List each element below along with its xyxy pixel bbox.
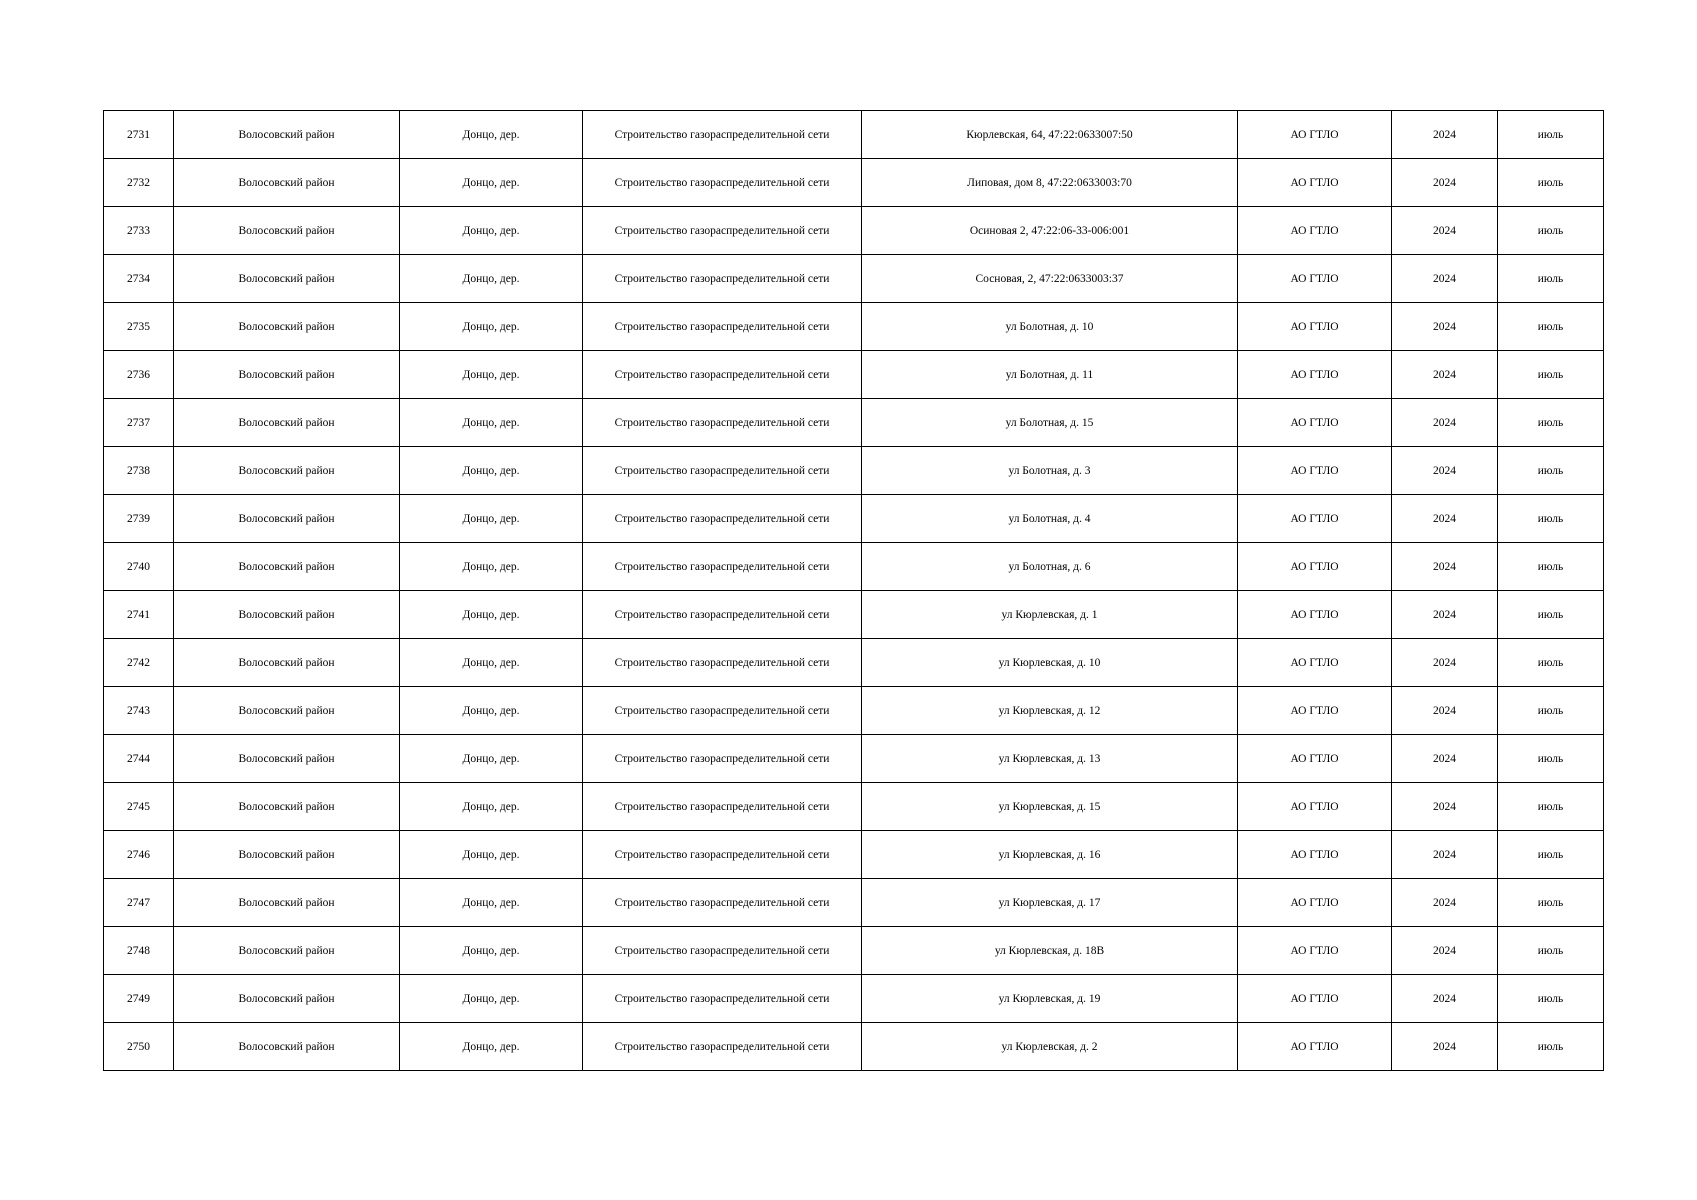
address-cell: ул Болотная, д. 4 bbox=[862, 495, 1238, 543]
organization-cell: АО ГТЛО bbox=[1238, 1023, 1392, 1071]
month-cell: июль bbox=[1498, 783, 1604, 831]
year-cell: 2024 bbox=[1392, 543, 1498, 591]
work-type-cell: Строительство газораспределительной сети bbox=[583, 399, 862, 447]
year-cell: 2024 bbox=[1392, 351, 1498, 399]
year-cell: 2024 bbox=[1392, 687, 1498, 735]
row-number-cell: 2734 bbox=[104, 255, 174, 303]
address-cell: ул Кюрлевская, д. 13 bbox=[862, 735, 1238, 783]
organization-cell: АО ГТЛО bbox=[1238, 543, 1392, 591]
district-cell: Волосовский район bbox=[174, 543, 400, 591]
row-number-cell: 2733 bbox=[104, 207, 174, 255]
organization-cell: АО ГТЛО bbox=[1238, 255, 1392, 303]
address-cell: Сосновая, 2, 47:22:0633003:37 bbox=[862, 255, 1238, 303]
month-cell: июль bbox=[1498, 591, 1604, 639]
year-cell: 2024 bbox=[1392, 879, 1498, 927]
row-number-cell: 2746 bbox=[104, 831, 174, 879]
month-cell: июль bbox=[1498, 111, 1604, 159]
month-cell: июль bbox=[1498, 351, 1604, 399]
district-cell: Волосовский район bbox=[174, 495, 400, 543]
settlement-cell: Донцо, дер. bbox=[400, 111, 583, 159]
settlement-cell: Донцо, дер. bbox=[400, 687, 583, 735]
district-cell: Волосовский район bbox=[174, 591, 400, 639]
month-cell: июль bbox=[1498, 303, 1604, 351]
month-cell: июль bbox=[1498, 687, 1604, 735]
district-cell: Волосовский район bbox=[174, 783, 400, 831]
address-cell: ул Кюрлевская, д. 1 bbox=[862, 591, 1238, 639]
district-cell: Волосовский район bbox=[174, 207, 400, 255]
row-number-cell: 2750 bbox=[104, 1023, 174, 1071]
work-type-cell: Строительство газораспределительной сети bbox=[583, 111, 862, 159]
address-cell: Липовая, дом 8, 47:22:0633003:70 bbox=[862, 159, 1238, 207]
row-number-cell: 2745 bbox=[104, 783, 174, 831]
table-row bbox=[104, 111, 1604, 159]
month-cell: июль bbox=[1498, 879, 1604, 927]
address-cell: Осиновая 2, 47:22:06-33-006:001 bbox=[862, 207, 1238, 255]
row-number-cell: 2731 bbox=[104, 111, 174, 159]
district-cell: Волосовский район bbox=[174, 447, 400, 495]
table-row bbox=[104, 255, 1604, 303]
year-cell: 2024 bbox=[1392, 255, 1498, 303]
work-type-cell: Строительство газораспределительной сети bbox=[583, 1023, 862, 1071]
table-row bbox=[104, 975, 1604, 1023]
month-cell: июль bbox=[1498, 975, 1604, 1023]
row-number-cell: 2741 bbox=[104, 591, 174, 639]
month-cell: июль bbox=[1498, 735, 1604, 783]
work-type-cell: Строительство газораспределительной сети bbox=[583, 879, 862, 927]
table-row bbox=[104, 543, 1604, 591]
month-cell: июль bbox=[1498, 831, 1604, 879]
work-type-cell: Строительство газораспределительной сети bbox=[583, 591, 862, 639]
work-type-cell: Строительство газораспределительной сети bbox=[583, 255, 862, 303]
table-row bbox=[104, 591, 1604, 639]
district-cell: Волосовский район bbox=[174, 687, 400, 735]
address-cell: Кюрлевская, 64, 47:22:0633007:50 bbox=[862, 111, 1238, 159]
gas-network-table bbox=[103, 110, 1604, 1071]
table-body bbox=[104, 111, 1604, 1071]
organization-cell: АО ГТЛО bbox=[1238, 783, 1392, 831]
organization-cell: АО ГТЛО bbox=[1238, 111, 1392, 159]
year-cell: 2024 bbox=[1392, 207, 1498, 255]
district-cell: Волосовский район bbox=[174, 927, 400, 975]
month-cell: июль bbox=[1498, 207, 1604, 255]
organization-cell: АО ГТЛО bbox=[1238, 495, 1392, 543]
settlement-cell: Донцо, дер. bbox=[400, 303, 583, 351]
table-row bbox=[104, 159, 1604, 207]
row-number-cell: 2732 bbox=[104, 159, 174, 207]
organization-cell: АО ГТЛО bbox=[1238, 927, 1392, 975]
row-number-cell: 2744 bbox=[104, 735, 174, 783]
organization-cell: АО ГТЛО bbox=[1238, 591, 1392, 639]
organization-cell: АО ГТЛО bbox=[1238, 831, 1392, 879]
settlement-cell: Донцо, дер. bbox=[400, 543, 583, 591]
row-number-cell: 2739 bbox=[104, 495, 174, 543]
district-cell: Волосовский район bbox=[174, 303, 400, 351]
table-row bbox=[104, 399, 1604, 447]
month-cell: июль bbox=[1498, 495, 1604, 543]
address-cell: ул Болотная, д. 11 bbox=[862, 351, 1238, 399]
organization-cell: АО ГТЛО bbox=[1238, 879, 1392, 927]
district-cell: Волосовский район bbox=[174, 639, 400, 687]
year-cell: 2024 bbox=[1392, 447, 1498, 495]
table-row bbox=[104, 207, 1604, 255]
year-cell: 2024 bbox=[1392, 639, 1498, 687]
month-cell: июль bbox=[1498, 159, 1604, 207]
work-type-cell: Строительство газораспределительной сети bbox=[583, 495, 862, 543]
year-cell: 2024 bbox=[1392, 1023, 1498, 1071]
address-cell: ул Кюрлевская, д. 18В bbox=[862, 927, 1238, 975]
settlement-cell: Донцо, дер. bbox=[400, 495, 583, 543]
month-cell: июль bbox=[1498, 447, 1604, 495]
table-row bbox=[104, 639, 1604, 687]
organization-cell: АО ГТЛО bbox=[1238, 159, 1392, 207]
address-cell: ул Болотная, д. 6 bbox=[862, 543, 1238, 591]
work-type-cell: Строительство газораспределительной сети bbox=[583, 975, 862, 1023]
organization-cell: АО ГТЛО bbox=[1238, 351, 1392, 399]
organization-cell: АО ГТЛО bbox=[1238, 303, 1392, 351]
year-cell: 2024 bbox=[1392, 303, 1498, 351]
district-cell: Волосовский район bbox=[174, 879, 400, 927]
row-number-cell: 2742 bbox=[104, 639, 174, 687]
work-type-cell: Строительство газораспределительной сети bbox=[583, 735, 862, 783]
work-type-cell: Строительство газораспределительной сети bbox=[583, 927, 862, 975]
district-cell: Волосовский район bbox=[174, 111, 400, 159]
table-row bbox=[104, 351, 1604, 399]
district-cell: Волосовский район bbox=[174, 831, 400, 879]
month-cell: июль bbox=[1498, 543, 1604, 591]
row-number-cell: 2749 bbox=[104, 975, 174, 1023]
row-number-cell: 2743 bbox=[104, 687, 174, 735]
row-number-cell: 2738 bbox=[104, 447, 174, 495]
organization-cell: АО ГТЛО bbox=[1238, 447, 1392, 495]
address-cell: ул Кюрлевская, д. 19 bbox=[862, 975, 1238, 1023]
address-cell: ул Кюрлевская, д. 15 bbox=[862, 783, 1238, 831]
settlement-cell: Донцо, дер. bbox=[400, 639, 583, 687]
year-cell: 2024 bbox=[1392, 831, 1498, 879]
settlement-cell: Донцо, дер. bbox=[400, 831, 583, 879]
settlement-cell: Донцо, дер. bbox=[400, 159, 583, 207]
organization-cell: АО ГТЛО bbox=[1238, 687, 1392, 735]
month-cell: июль bbox=[1498, 255, 1604, 303]
month-cell: июль bbox=[1498, 1023, 1604, 1071]
year-cell: 2024 bbox=[1392, 927, 1498, 975]
table-row bbox=[104, 879, 1604, 927]
district-cell: Волосовский район bbox=[174, 159, 400, 207]
settlement-cell: Донцо, дер. bbox=[400, 1023, 583, 1071]
work-type-cell: Строительство газораспределительной сети bbox=[583, 639, 862, 687]
address-cell: ул Кюрлевская, д. 17 bbox=[862, 879, 1238, 927]
district-cell: Волосовский район bbox=[174, 1023, 400, 1071]
year-cell: 2024 bbox=[1392, 495, 1498, 543]
row-number-cell: 2736 bbox=[104, 351, 174, 399]
table-row bbox=[104, 495, 1604, 543]
table-row bbox=[104, 927, 1604, 975]
settlement-cell: Донцо, дер. bbox=[400, 927, 583, 975]
settlement-cell: Донцо, дер. bbox=[400, 447, 583, 495]
work-type-cell: Строительство газораспределительной сети bbox=[583, 831, 862, 879]
work-type-cell: Строительство газораспределительной сети bbox=[583, 303, 862, 351]
row-number-cell: 2747 bbox=[104, 879, 174, 927]
address-cell: ул Кюрлевская, д. 12 bbox=[862, 687, 1238, 735]
organization-cell: АО ГТЛО bbox=[1238, 639, 1392, 687]
row-number-cell: 2748 bbox=[104, 927, 174, 975]
year-cell: 2024 bbox=[1392, 399, 1498, 447]
settlement-cell: Донцо, дер. bbox=[400, 255, 583, 303]
organization-cell: АО ГТЛО bbox=[1238, 735, 1392, 783]
settlement-cell: Донцо, дер. bbox=[400, 399, 583, 447]
district-cell: Волосовский район bbox=[174, 255, 400, 303]
settlement-cell: Донцо, дер. bbox=[400, 591, 583, 639]
settlement-cell: Донцо, дер. bbox=[400, 351, 583, 399]
month-cell: июль bbox=[1498, 927, 1604, 975]
table-row bbox=[104, 447, 1604, 495]
address-cell: ул Болотная, д. 3 bbox=[862, 447, 1238, 495]
organization-cell: АО ГТЛО bbox=[1238, 207, 1392, 255]
work-type-cell: Строительство газораспределительной сети bbox=[583, 447, 862, 495]
settlement-cell: Донцо, дер. bbox=[400, 735, 583, 783]
settlement-cell: Донцо, дер. bbox=[400, 975, 583, 1023]
address-cell: ул Кюрлевская, д. 2 bbox=[862, 1023, 1238, 1071]
table-row bbox=[104, 735, 1604, 783]
settlement-cell: Донцо, дер. bbox=[400, 207, 583, 255]
row-number-cell: 2735 bbox=[104, 303, 174, 351]
district-cell: Волосовский район bbox=[174, 351, 400, 399]
organization-cell: АО ГТЛО bbox=[1238, 399, 1392, 447]
address-cell: ул Болотная, д. 10 bbox=[862, 303, 1238, 351]
district-cell: Волосовский район bbox=[174, 735, 400, 783]
table-row bbox=[104, 303, 1604, 351]
settlement-cell: Донцо, дер. bbox=[400, 783, 583, 831]
organization-cell: АО ГТЛО bbox=[1238, 975, 1392, 1023]
year-cell: 2024 bbox=[1392, 159, 1498, 207]
row-number-cell: 2740 bbox=[104, 543, 174, 591]
address-cell: ул Болотная, д. 15 bbox=[862, 399, 1238, 447]
year-cell: 2024 bbox=[1392, 783, 1498, 831]
work-type-cell: Строительство газораспределительной сети bbox=[583, 543, 862, 591]
year-cell: 2024 bbox=[1392, 111, 1498, 159]
work-type-cell: Строительство газораспределительной сети bbox=[583, 159, 862, 207]
year-cell: 2024 bbox=[1392, 975, 1498, 1023]
table-row bbox=[104, 831, 1604, 879]
row-number-cell: 2737 bbox=[104, 399, 174, 447]
table-row bbox=[104, 1023, 1604, 1071]
year-cell: 2024 bbox=[1392, 735, 1498, 783]
work-type-cell: Строительство газораспределительной сети bbox=[583, 687, 862, 735]
address-cell: ул Кюрлевская, д. 10 bbox=[862, 639, 1238, 687]
address-cell: ул Кюрлевская, д. 16 bbox=[862, 831, 1238, 879]
settlement-cell: Донцо, дер. bbox=[400, 879, 583, 927]
district-cell: Волосовский район bbox=[174, 975, 400, 1023]
year-cell: 2024 bbox=[1392, 591, 1498, 639]
table-row bbox=[104, 687, 1604, 735]
work-type-cell: Строительство газораспределительной сети bbox=[583, 207, 862, 255]
month-cell: июль bbox=[1498, 399, 1604, 447]
month-cell: июль bbox=[1498, 639, 1604, 687]
work-type-cell: Строительство газораспределительной сети bbox=[583, 351, 862, 399]
district-cell: Волосовский район bbox=[174, 399, 400, 447]
work-type-cell: Строительство газораспределительной сети bbox=[583, 783, 862, 831]
table-row bbox=[104, 783, 1604, 831]
